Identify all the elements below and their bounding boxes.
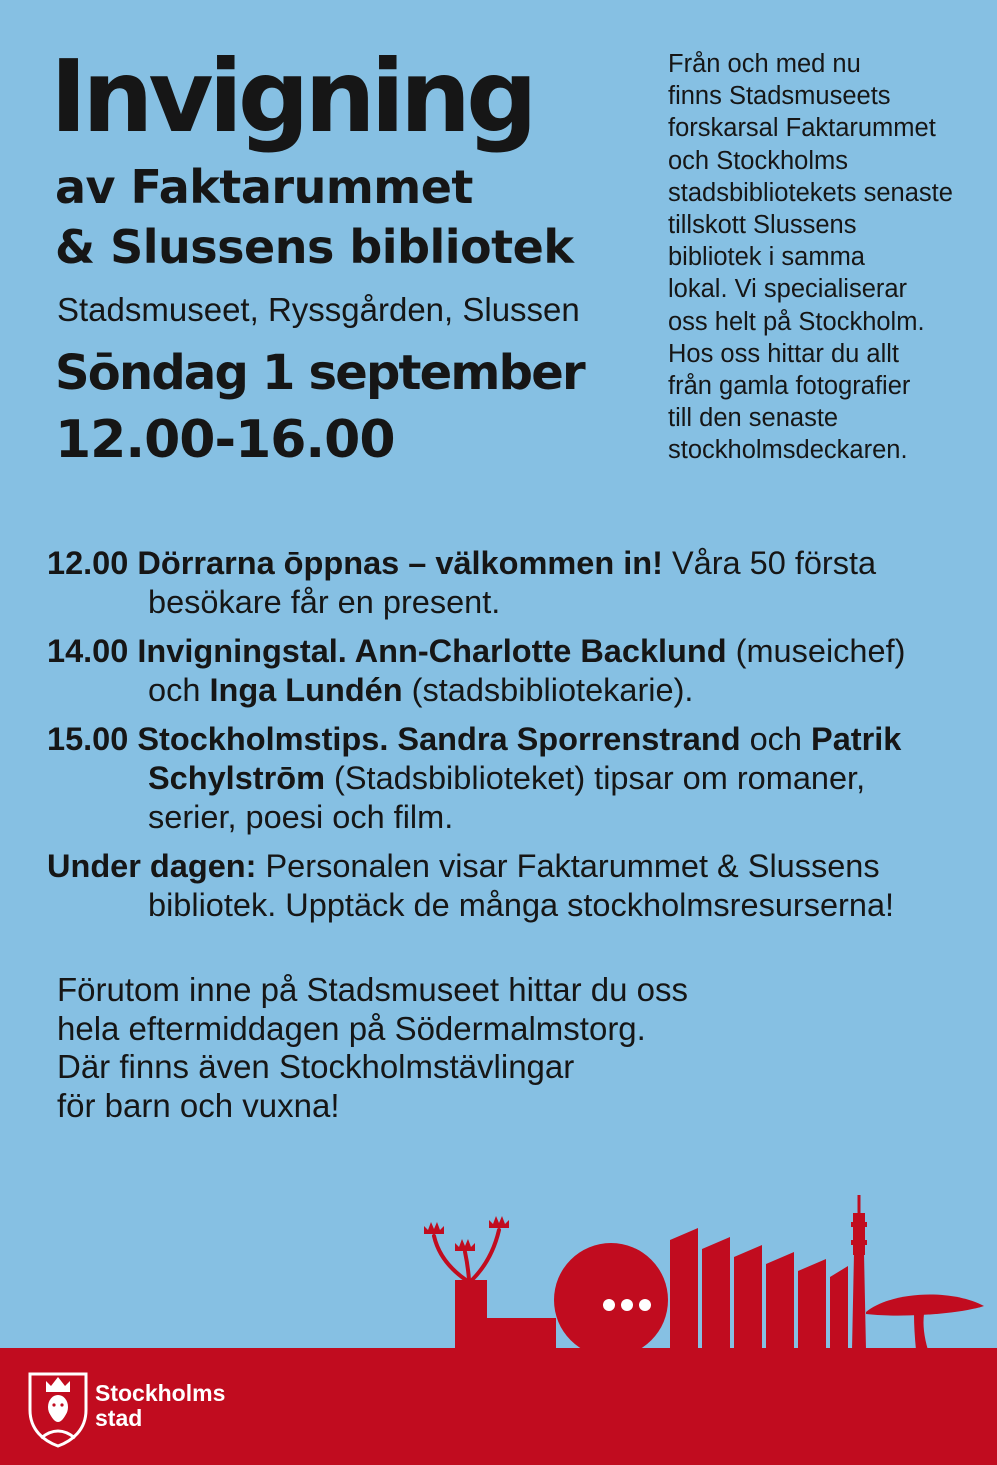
globe-sphere	[554, 1243, 668, 1350]
schedule-text: (stadsbibliotekarie).	[402, 672, 694, 708]
schedule-item	[47, 632, 905, 710]
schedule-text: bibliotek. Upptäck de många stockholmsresurserna!	[148, 887, 895, 923]
crown-icon	[46, 1377, 70, 1392]
building-slab	[702, 1237, 730, 1350]
schedule-text: Personalen visar Faktarummet & Slussens	[256, 848, 880, 884]
schedule-text: och	[148, 672, 210, 708]
beard-shape	[49, 1412, 67, 1422]
schedule-list	[47, 544, 905, 935]
candelabra-branch	[472, 1230, 499, 1280]
shoulders-shape	[41, 1431, 75, 1438]
schedule-line	[47, 847, 905, 886]
schedule-heading: Under dagen:	[47, 848, 257, 884]
closing-line: Förutom inne på Stadsmuseet hittar du oss	[57, 971, 688, 1008]
speech-dot	[621, 1299, 633, 1311]
building-slab	[670, 1228, 698, 1350]
eye-mark	[60, 1403, 63, 1406]
intro-line: Hos oss hittar du allt	[668, 339, 900, 368]
mushroom-canopy-icon	[866, 1295, 984, 1350]
canopy-cap	[866, 1295, 984, 1316]
speech-dots-icon	[603, 1299, 651, 1311]
closing-line: för barn och vuxna!	[57, 1087, 340, 1125]
schedule-item	[47, 847, 905, 925]
logo-line: Stockholms	[95, 1380, 226, 1406]
subtitle-line: & Slussens bibliotek	[55, 220, 574, 274]
intro-line: stockholmsdeckaren.	[668, 436, 908, 465]
speech-dot	[603, 1299, 615, 1311]
schedule-line	[47, 544, 905, 583]
intro-line: lokal. Vi specialiserar	[668, 275, 908, 304]
schedule-line	[148, 759, 905, 798]
schedule-line	[148, 583, 905, 622]
schedule-line	[148, 886, 905, 925]
intro-line: oss helt på Stockholm.	[668, 307, 925, 336]
building-slab	[734, 1245, 762, 1350]
event-location: Stadsmuseet, Ryssgården, Slussen	[57, 291, 580, 328]
schedule-time: 14.00	[47, 633, 129, 669]
radio-tower-icon	[851, 1195, 867, 1350]
event-date: Sōndag 1 september	[55, 345, 584, 401]
stockholm-skyline-illustration	[0, 1180, 997, 1350]
intro-line: finns Stadsmuseets	[668, 82, 891, 111]
factory-building-icon	[455, 1280, 556, 1350]
event-subtitle	[55, 157, 573, 277]
candelabra-branch	[465, 1252, 469, 1280]
crown-icon	[455, 1239, 475, 1251]
schedule-text: och	[740, 721, 812, 757]
intro-paragraph	[668, 48, 953, 467]
canopy-stem	[914, 1314, 928, 1350]
speech-dot	[639, 1299, 651, 1311]
schedule-heading: Stockholmstips. Sandra Sporrenstrand	[128, 721, 741, 757]
stockholm-coat-of-arms-icon	[26, 1368, 90, 1448]
intro-line: tillskott Slussens	[668, 211, 857, 240]
schedule-time: 12.00	[47, 545, 129, 581]
closing-line: Där finns även Stockholmstävlingar	[57, 1048, 575, 1086]
intro-line: till den senaste	[668, 404, 839, 433]
tower-ring	[851, 1222, 867, 1227]
schedule-text: Våra 50 första	[662, 545, 877, 581]
schedule-heading: Invigningstal. Ann-Charlotte Backlund	[128, 633, 727, 669]
globe-icon	[554, 1243, 668, 1350]
intro-line: från gamla fotografier	[668, 372, 911, 401]
schedule-text: (museichef)	[726, 633, 906, 669]
tower-head	[853, 1213, 865, 1255]
event-title: Invigning	[50, 38, 533, 155]
intro-line: forskarsal Faktarummet	[668, 114, 936, 143]
eye-mark	[52, 1403, 55, 1406]
speaker-name: Inga Lundén	[209, 672, 403, 708]
schedule-text: serier, poesi och film.	[148, 799, 454, 835]
crown-icon	[489, 1216, 509, 1228]
speaker-name: Patrik	[811, 721, 902, 757]
tre-kronor-candelabra-icon	[424, 1216, 509, 1280]
building-slab	[830, 1266, 848, 1350]
closing-line: hela eftermiddagen på Södermalmstorg.	[57, 1009, 646, 1047]
intro-line: bibliotek i samma	[668, 243, 865, 272]
event-time: 12.00-16.00	[55, 410, 395, 470]
schedule-line	[148, 798, 905, 837]
building-slab	[798, 1259, 826, 1350]
schedule-item	[47, 544, 905, 622]
schedule-line	[47, 720, 905, 759]
tower-ring	[851, 1240, 867, 1245]
leaning-buildings-icon	[670, 1228, 848, 1350]
subtitle-line: av Faktarummet	[55, 160, 473, 214]
schedule-text: (Stadsbiblioteket) tipsar om romaner,	[325, 760, 866, 796]
intro-line: Från och med nu	[668, 50, 861, 78]
schedule-text: besökare får en present.	[148, 584, 501, 620]
logo-line: stad	[95, 1405, 143, 1431]
intro-line: stadsbibliotekets senaste	[668, 178, 953, 207]
tower-antenna	[858, 1195, 861, 1215]
schedule-item	[47, 720, 905, 837]
schedule-line	[47, 632, 905, 671]
building-slab	[766, 1252, 794, 1350]
schedule-time: 15.00	[47, 721, 129, 757]
schedule-heading: Dörrarna ōppnas – välkommen in!	[128, 545, 663, 581]
closing-paragraph	[57, 971, 688, 1126]
speaker-name: Schylstrōm	[148, 760, 326, 796]
intro-line: och Stockholms	[668, 146, 848, 175]
schedule-line	[148, 671, 905, 710]
tower-shaft	[852, 1253, 866, 1350]
organization-logo-text	[95, 1381, 225, 1431]
crown-icon	[424, 1222, 444, 1234]
